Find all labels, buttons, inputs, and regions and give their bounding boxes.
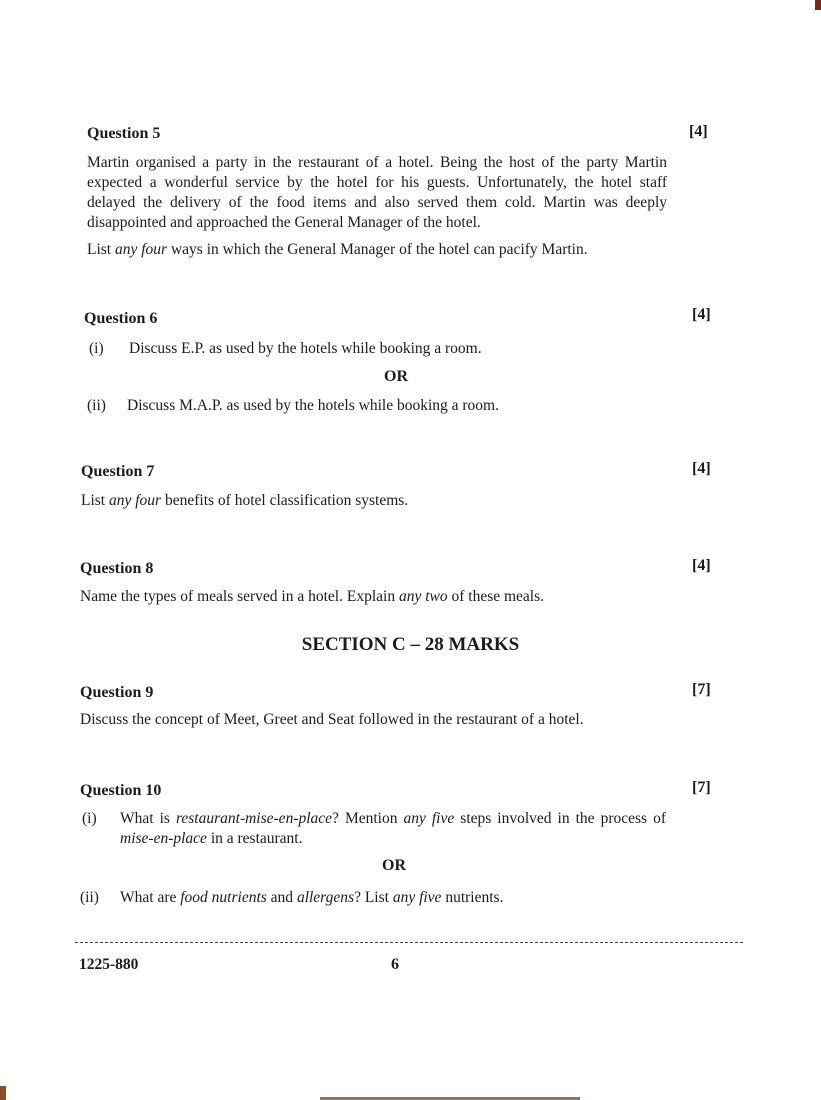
- edge-mark: [0, 1086, 6, 1100]
- question-6-option-1: (i) Discuss E.P. as used by the hotels while booking a room.: [89, 340, 482, 357]
- question-title: Question 8: [80, 560, 154, 577]
- question-10-option-1: (i) What is restaurant-mise-en-place? Mention any five steps involved in the process of mise-en-place in a restaurant.: [82, 810, 666, 847]
- question-marks: [4]: [692, 306, 711, 323]
- question-6: [84, 310, 724, 328]
- question-marks: [4]: [692, 557, 711, 574]
- or-divider: OR: [384, 368, 408, 385]
- question-title: Question 7: [81, 463, 155, 480]
- section-heading: SECTION C – 28 MARKS: [301, 634, 520, 655]
- paper-code: 1225-880: [79, 956, 139, 973]
- page-number: 6: [391, 956, 399, 973]
- question-5-task: List any four ways in which the General Manager of the hotel can pacify Martin.: [87, 241, 588, 258]
- question-marks: [7]: [692, 681, 711, 698]
- footer-divider: [75, 942, 743, 943]
- question-title: Question 10: [80, 782, 162, 799]
- question-7: [81, 463, 721, 481]
- question-8-text: Name the types of meals served in a hotel. Explain any two of these meals.: [80, 588, 545, 605]
- question-7-text: List any four benefits of hotel classification systems.: [81, 492, 409, 509]
- question-9: [80, 684, 720, 702]
- question-10: [80, 782, 720, 800]
- question-marks: [7]: [692, 779, 711, 796]
- question-6-option-2: (ii) Discuss M.A.P. as used by the hotels while booking a room.: [87, 397, 499, 414]
- or-divider: OR: [382, 857, 406, 874]
- question-title: Question 9: [80, 684, 154, 701]
- question-marks: [4]: [692, 460, 711, 477]
- question-title: Question 5: [87, 125, 161, 142]
- question-8: [80, 560, 720, 578]
- question-10-option-2: (ii) What are food nutrients and allergens? List any five nutrients.: [80, 889, 504, 906]
- edge-mark: [815, 0, 821, 10]
- question-5-scenario: Martin organised a party in the restaurant of a hotel. Being the host of the party Martin expected a wonderful service by the hotel for his guests. Unfortunately, the hotel staff delayed the delivery of the food items and also served them cold. Martin was deeply disappointed and approached the General Manager of the hotel.: [87, 154, 667, 231]
- question-9-text: Discuss the concept of Meet, Greet and Seat followed in the restaurant of a hotel.: [80, 711, 584, 728]
- question-5: [87, 125, 667, 143]
- question-marks: [4]: [689, 123, 708, 140]
- question-title: Question 6: [84, 310, 158, 327]
